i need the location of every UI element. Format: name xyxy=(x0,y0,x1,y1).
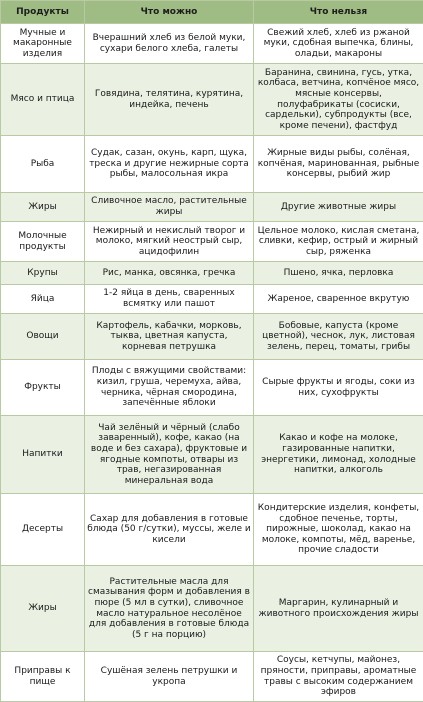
product-cell: Десерты xyxy=(1,494,85,566)
allowed-cell: Рис, манка, овсянка, гречка xyxy=(85,262,254,285)
allowed-cell: 1-2 яйца в день, сваренных всмятку или пашот xyxy=(85,285,254,314)
table-header xyxy=(1,1,423,24)
allowed-cell: Картофель, кабачки, морковь, тыква, цветная капуста, корневая петрушка xyxy=(85,314,254,360)
product-cell: Жиры xyxy=(1,193,85,222)
forbidden-cell: Цельное молоко, кислая сметана, сливки, кефир, острый и жирный сыр, ряженка xyxy=(254,222,423,262)
allowed-cell: Плоды с вяжущими свойствами: кизил, груша, черемуха, айва, черника, чёрная смородина, запечённые яблоки xyxy=(85,360,254,416)
header-forbidden: Что нельзя xyxy=(254,1,423,24)
product-cell: Мясо и птица xyxy=(1,64,85,136)
product-cell: Фрукты xyxy=(1,360,85,416)
table-row xyxy=(1,222,423,262)
table-row xyxy=(1,416,423,494)
table-row xyxy=(1,262,423,285)
allowed-cell: Говядина, телятина, курятина, индейка, печень xyxy=(85,64,254,136)
product-cell: Напитки xyxy=(1,416,85,494)
forbidden-cell: Баранина, свинина, гусь, утка, колбаса, ветчина, копчёное мясо, мясные консервы, полуфабрикаты (сосиски, сардельки), субпродукты (все, кроме печени), фастфуд xyxy=(254,64,423,136)
product-cell: Жиры xyxy=(1,566,85,652)
allowed-cell: Сливочное масло, растительные жиры xyxy=(85,193,254,222)
forbidden-cell: Пшено, ячка, перловка xyxy=(254,262,423,285)
forbidden-cell: Сырые фрукты и ягоды, соки из них, сухофрукты xyxy=(254,360,423,416)
forbidden-cell: Свежий хлеб, хлеб из ржаной муки, сдобная выпечка, блины, оладьи, макароны xyxy=(254,24,423,64)
header-allowed: Что можно xyxy=(85,1,254,24)
allowed-cell: Судак, сазан, окунь, карп, щука, треска и другие нежирные сорта рыбы, малосольная икра xyxy=(85,136,254,193)
table-row xyxy=(1,64,423,136)
allowed-cell: Нежирный и некислый творог и молоко, мягкий неострый сыр, ацидофилин xyxy=(85,222,254,262)
forbidden-cell: Жареное, сваренное вкрутую xyxy=(254,285,423,314)
allowed-cell: Сушёная зелень петрушки и укропа xyxy=(85,652,254,702)
forbidden-cell: Соусы, кетчупы, майонез, пряности, приправы, ароматные травы с высоким содержанием эфиров xyxy=(254,652,423,702)
table-row xyxy=(1,193,423,222)
allowed-cell: Чай зелёный и чёрный (слабо заваренный), кофе, какао (на воде и без сахара), фруктовые и ягодные компоты, отвары из трав, негазированная минеральная вода xyxy=(85,416,254,494)
table-row xyxy=(1,652,423,702)
product-cell: Молочные продукты xyxy=(1,222,85,262)
allowed-cell: Вчерашний хлеб из белой муки, сухари белого хлеба, галеты xyxy=(85,24,254,64)
forbidden-cell: Маргарин, кулинарный и животного происхождения жиры xyxy=(254,566,423,652)
header-row xyxy=(1,1,423,24)
forbidden-cell: Какао и кофе на молоке, газированные напитки, энергетики, лимонад, холодные напитки, алкоголь xyxy=(254,416,423,494)
header-products: Продукты xyxy=(1,1,85,24)
forbidden-cell: Другие животные жиры xyxy=(254,193,423,222)
table-row xyxy=(1,360,423,416)
table-row xyxy=(1,494,423,566)
table-row xyxy=(1,285,423,314)
table-row xyxy=(1,136,423,193)
allowed-cell: Сахар для добавления в готовые блюда (50 г/сутки), муссы, желе и кисели xyxy=(85,494,254,566)
forbidden-cell: Кондитерские изделия, конфеты, сдобное печенье, торты, пирожные, шоколад, какао на молоке, компоты, мёд, варенье, прочие сладости xyxy=(254,494,423,566)
table-body xyxy=(1,24,423,702)
product-cell: Рыба xyxy=(1,136,85,193)
product-cell: Яйца xyxy=(1,285,85,314)
table-row xyxy=(1,566,423,652)
table-row xyxy=(1,24,423,64)
product-cell: Крупы xyxy=(1,262,85,285)
forbidden-cell: Жирные виды рыбы, солёная, копчёная, маринованная, рыбные консервы, рыбий жир xyxy=(254,136,423,193)
allowed-cell: Растительные масла для смазывания форм и добавления в пюре (5 мл в сутки), сливочное масло натуральное несолёное для добавления в готовые блюда (5 г на порцию) xyxy=(85,566,254,652)
forbidden-cell: Бобовые, капуста (кроме цветной), чеснок, лук, листовая зелень, перец, томаты, грибы xyxy=(254,314,423,360)
product-cell: Приправы к пище xyxy=(1,652,85,702)
table-row xyxy=(1,314,423,360)
product-cell: Овощи xyxy=(1,314,85,360)
product-cell: Мучные и макаронные изделия xyxy=(1,24,85,64)
